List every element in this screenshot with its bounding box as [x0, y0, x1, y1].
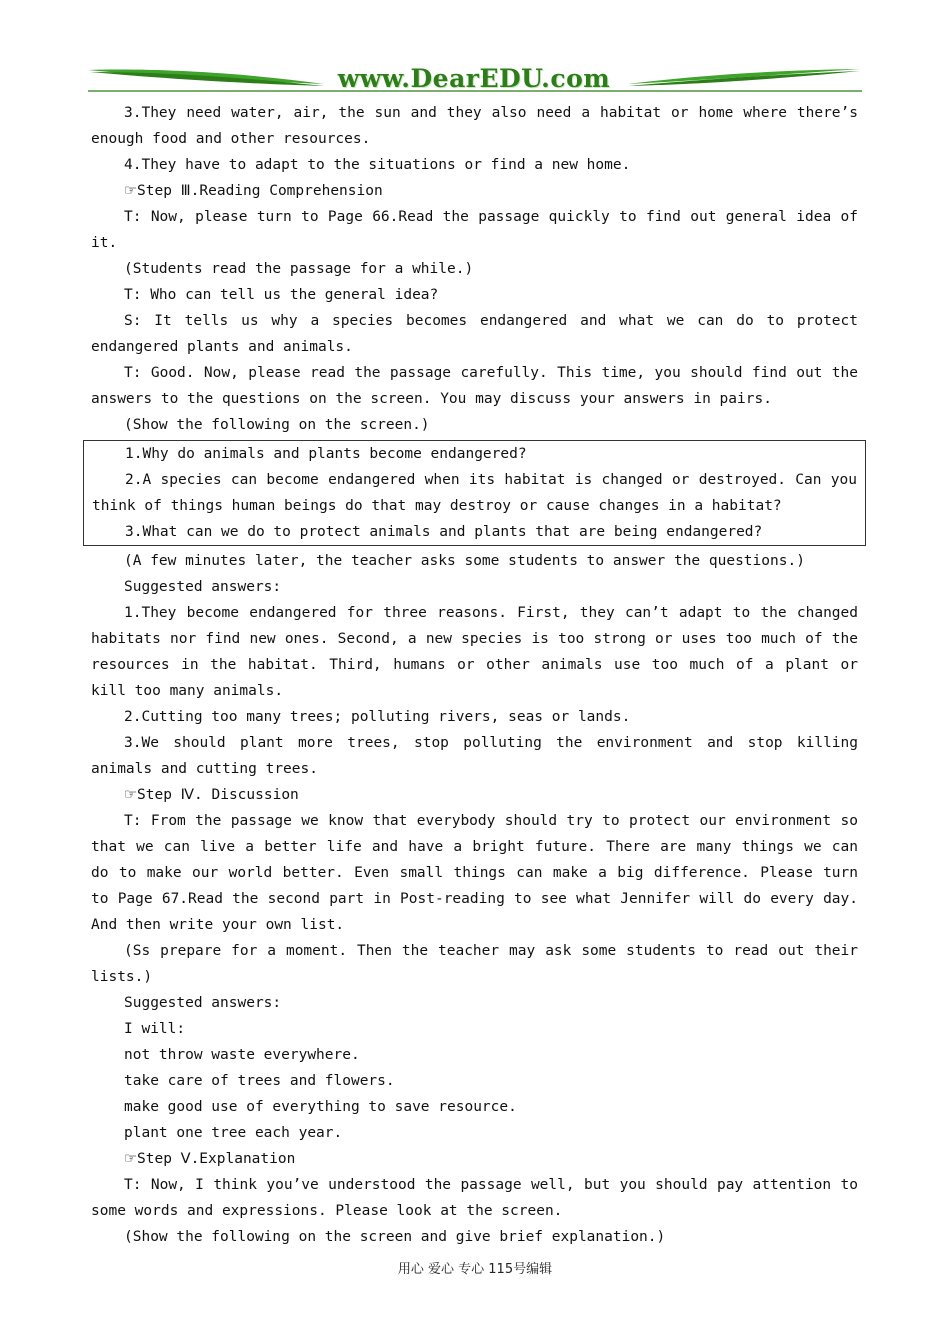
paragraph: T: From the passage we know that everybody should try to protect our environment so that we can live a better life and have a bright future. There are many things we can do to make our world better. Even small things can make a big difference. Please turn to Page 67.Read the second part in Post-reading to see what Jennifer will do every day. And then write your own list. [91, 813, 858, 933]
list-item: make good use of everything to save resource. [124, 1099, 517, 1115]
list-item: plant one tree each year. [124, 1125, 343, 1141]
step-heading [91, 1146, 858, 1172]
paragraph: (Show the following on the screen.) [124, 417, 430, 433]
pointing-hand-icon: ☞ [124, 1151, 137, 1167]
paragraph: T: Who can tell us the general idea? [124, 287, 439, 303]
paragraph: T: Good. Now, please read the passage carefully. This time, you should find out the answers to the questions on the screen. You may discuss your answers in pairs. [91, 365, 858, 407]
pointing-hand-icon: ☞ [124, 183, 137, 199]
site-logo-text: www.DearEDU.com [337, 64, 611, 93]
answer: 1.They become endangered for three reasons. First, they can’t adapt to the changed habitats nor find new ones. Second, a new species is too strong or uses too much of the resources in the habitat. Third, humans or other animals use too much of a plant or kill too many animals. [91, 605, 858, 699]
paragraph: Suggested answers: [124, 995, 282, 1011]
answer: 3.We should plant more trees, stop polluting the environment and stop killing animals and cutting trees. [91, 735, 858, 777]
page-footer: 用心 爱心 专心 115号编辑 [397, 1262, 553, 1277]
step-heading [91, 178, 858, 204]
pointing-hand-icon: ☞ [124, 787, 137, 803]
step-heading [91, 782, 858, 808]
list-item: not throw waste everywhere. [124, 1047, 360, 1063]
step-label: Step Ⅳ. Discussion [137, 787, 299, 803]
paragraph: 3.They need water, air, the sun and they also need a habitat or home where there’s enough food and other resources. [91, 105, 858, 147]
list-item: take care of trees and flowers. [124, 1073, 395, 1089]
paragraph: (A few minutes later, the teacher asks some students to answer the questions.) [124, 553, 805, 569]
paragraph: S: It tells us why a species becomes endangered and what we can do to protect endangered plants and animals. [91, 313, 858, 355]
paragraph: I will: [124, 1021, 186, 1037]
question: 2.A species can become endangered when its habitat is changed or destroyed. Can you think of things human beings do that may destroy or cause changes in a habitat? [92, 472, 857, 514]
paragraph: 4.They have to adapt to the situations or find a new home. [124, 157, 631, 173]
paragraph: T: Now, please turn to Page 66.Read the passage quickly to find out general idea of it. [91, 209, 858, 251]
header-banner [88, 62, 862, 96]
paragraph: (Students read the passage for a while.) [124, 261, 474, 277]
paragraph: (Show the following on the screen and give brief explanation.) [124, 1229, 666, 1245]
document-body [91, 100, 858, 1250]
paragraph: Suggested answers: [124, 579, 282, 595]
paragraph: T: Now, I think you’ve understood the passage well, but you should pay attention to some words and expressions. Please look at the screen. [91, 1177, 858, 1219]
answer: 2.Cutting too many trees; polluting rivers, seas or lands. [124, 709, 631, 725]
paragraph: (Ss prepare for a moment. Then the teacher may ask some students to read out their lists.) [91, 943, 858, 985]
questions-box [83, 440, 866, 546]
step-label: Step Ⅴ.Explanation [137, 1151, 296, 1167]
question: 1.Why do animals and plants become endangered? [125, 446, 527, 462]
step-label: Step Ⅲ.Reading Comprehension [137, 183, 383, 199]
question: 3.What can we do to protect animals and plants that are being endangered? [125, 524, 763, 540]
